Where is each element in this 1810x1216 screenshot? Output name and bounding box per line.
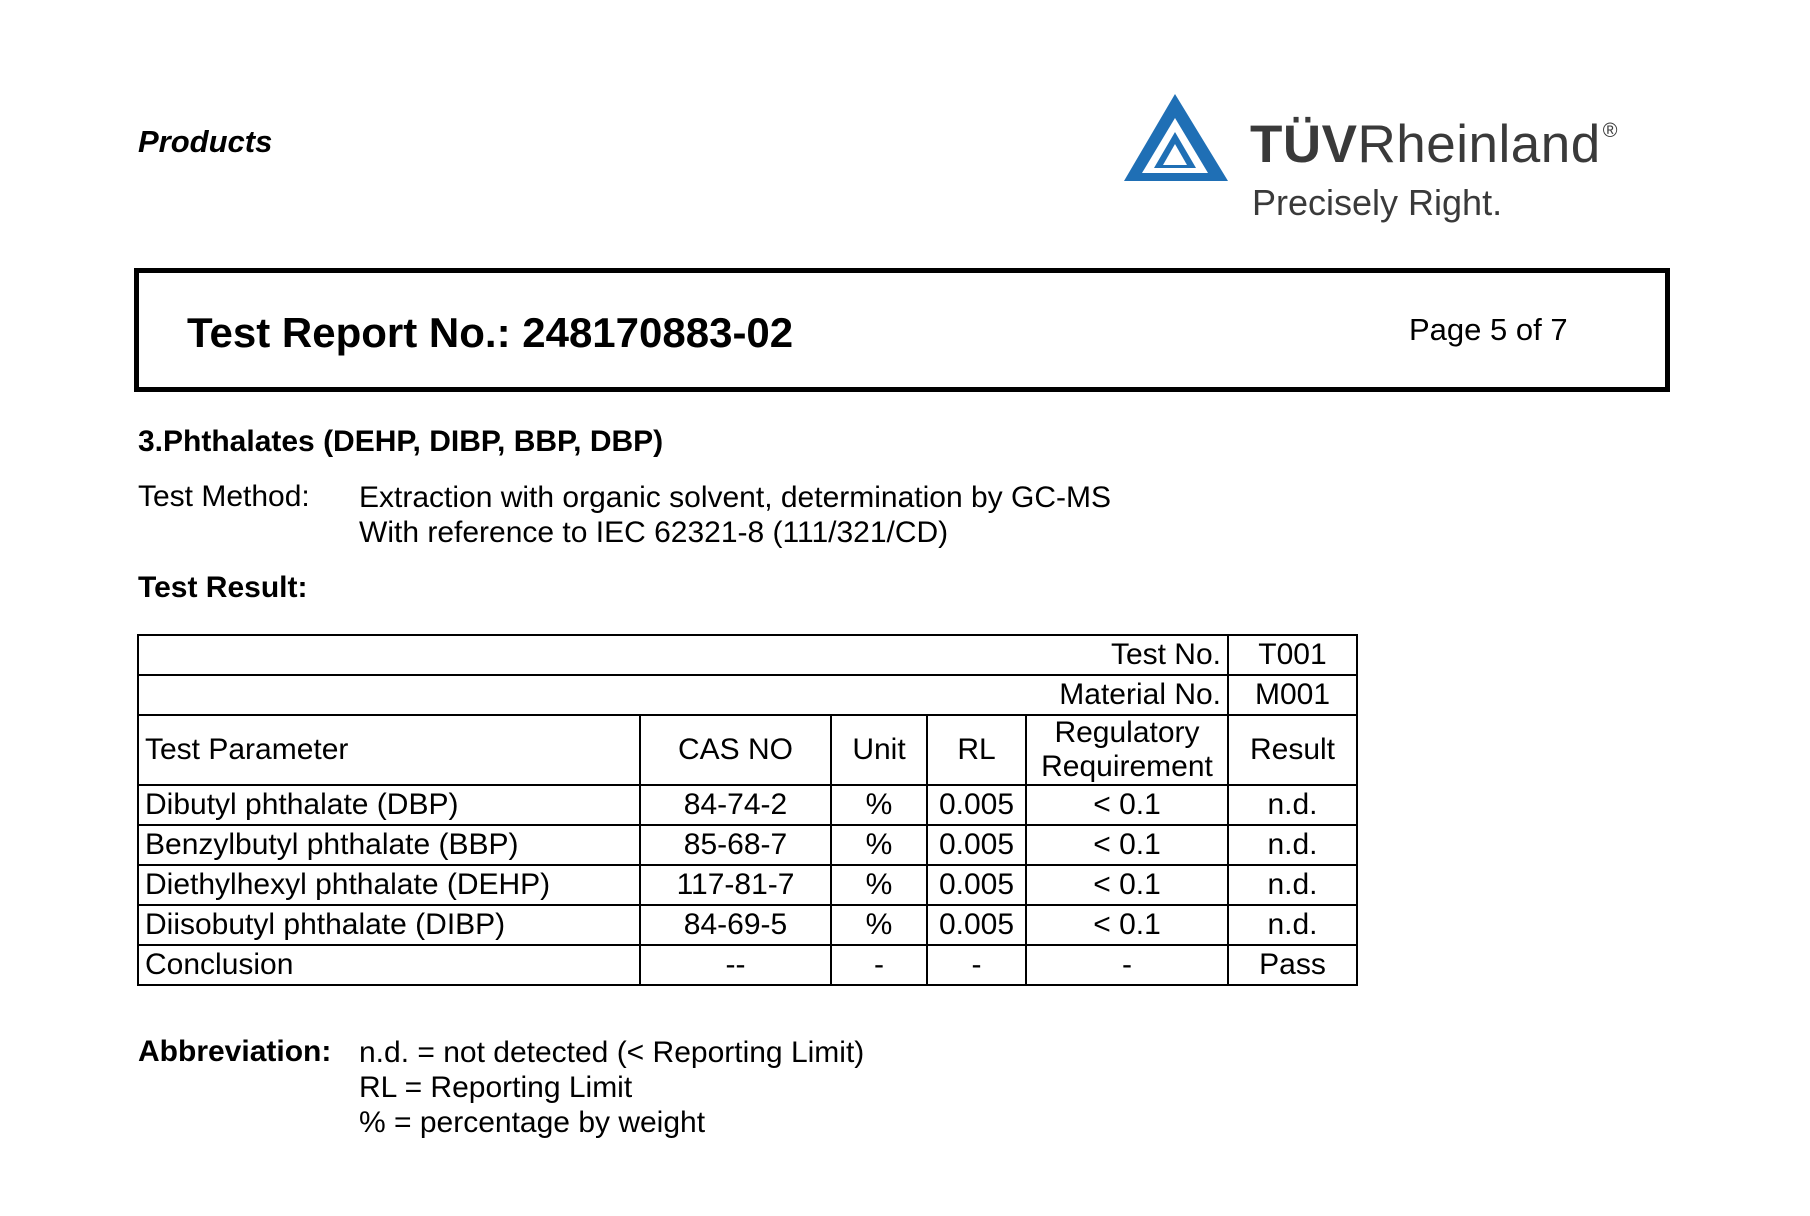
header-rl: RL <box>927 715 1026 785</box>
abbreviation-line: n.d. = not detected (< Reporting Limit) <box>359 1036 865 1069</box>
abbreviation-line: RL = Reporting Limit <box>359 1071 633 1104</box>
test-method-label: Test Method: <box>138 480 310 513</box>
report-header-box <box>134 268 1670 392</box>
cell-requirement: < 0.1 <box>1026 785 1228 825</box>
table-header-row <box>138 715 1357 785</box>
section-label: Products <box>138 124 273 159</box>
cell-parameter: Diethylhexyl phthalate (DEHP) <box>138 865 640 905</box>
cell-rl: - <box>927 945 1026 985</box>
cell-result: n.d. <box>1228 825 1357 865</box>
cell-requirement: < 0.1 <box>1026 865 1228 905</box>
cell-result: n.d. <box>1228 785 1357 825</box>
cell-parameter: Benzylbutyl phthalate (BBP) <box>138 825 640 865</box>
header-cas-no: CAS NO <box>640 715 831 785</box>
cell-rl: 0.005 <box>927 905 1026 945</box>
cell-rl: 0.005 <box>927 785 1026 825</box>
cell-requirement: - <box>1026 945 1228 985</box>
cell-unit: % <box>831 865 927 905</box>
cell-unit: % <box>831 825 927 865</box>
cell-result: n.d. <box>1228 905 1357 945</box>
header-test-parameter: Test Parameter <box>138 715 640 785</box>
test-method-line: With reference to IEC 62321-8 (111/321/CD) <box>359 516 949 549</box>
cell-cas: 85-68-7 <box>640 825 831 865</box>
cell-cas: 117-81-7 <box>640 865 831 905</box>
tuv-rheinland-logo <box>1120 86 1650 226</box>
cell-cas: 84-69-5 <box>640 905 831 945</box>
cell-requirement: < 0.1 <box>1026 905 1228 945</box>
test-no-label: Test No. <box>138 635 1228 675</box>
logo-brand <box>1250 114 1618 175</box>
logo-slogan: Precisely Right. <box>1252 182 1503 223</box>
conclusion-row <box>138 945 1357 985</box>
cell-cas: -- <box>640 945 831 985</box>
logo-brand-rest: Rheinland <box>1357 115 1601 174</box>
material-no-value: M001 <box>1228 675 1357 715</box>
cell-unit: % <box>831 905 927 945</box>
table-row <box>138 785 1357 825</box>
header-result: Result <box>1228 715 1357 785</box>
results-table <box>137 634 1358 986</box>
test-no-value: T001 <box>1228 635 1357 675</box>
cell-rl: 0.005 <box>927 825 1026 865</box>
cell-result: Pass <box>1228 945 1357 985</box>
material-no-row <box>138 675 1357 715</box>
logo-brand-bold: TÜV <box>1250 115 1358 174</box>
header-regulatory-requirement: Regulatory Requirement <box>1026 715 1228 785</box>
abbreviation-line: % = percentage by weight <box>359 1106 706 1139</box>
cell-rl: 0.005 <box>927 865 1026 905</box>
cell-requirement: < 0.1 <box>1026 825 1228 865</box>
cell-parameter: Dibutyl phthalate (DBP) <box>138 785 640 825</box>
cell-unit: - <box>831 945 927 985</box>
cell-result: n.d. <box>1228 865 1357 905</box>
test-method-line: Extraction with organic solvent, determination by GC-MS <box>359 481 1111 514</box>
section-title: 3.Phthalates (DEHP, DIBP, BBP, DBP) <box>138 425 664 458</box>
abbreviation-text <box>359 1035 864 1140</box>
material-no-label: Material No. <box>138 675 1228 715</box>
triangle-logo-icon <box>1120 86 1240 196</box>
abbreviation-label: Abbreviation: <box>138 1035 332 1068</box>
test-no-row <box>138 635 1357 675</box>
cell-parameter: Conclusion <box>138 945 640 985</box>
table-row <box>138 905 1357 945</box>
header-unit: Unit <box>831 715 927 785</box>
test-method-text <box>359 480 1111 550</box>
test-result-label: Test Result: <box>138 571 308 604</box>
cell-unit: % <box>831 785 927 825</box>
report-title: Test Report No.: 248170883-02 <box>187 309 794 356</box>
cell-parameter: Diisobutyl phthalate (DIBP) <box>138 905 640 945</box>
cell-cas: 84-74-2 <box>640 785 831 825</box>
table-row <box>138 865 1357 905</box>
table-row <box>138 825 1357 865</box>
page-number: Page 5 of 7 <box>1409 312 1568 347</box>
registered-mark: ® <box>1602 120 1618 142</box>
